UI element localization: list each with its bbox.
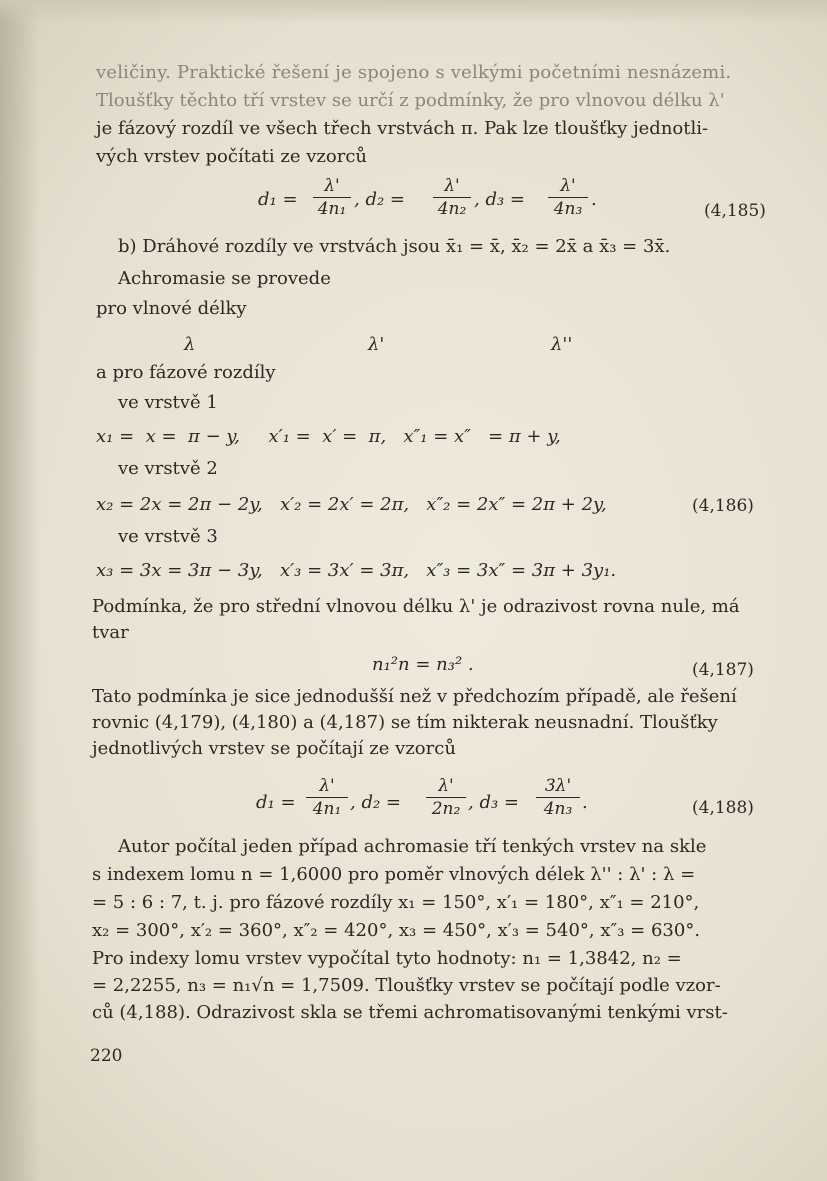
layer-3-equation: x₃ = 3x = 3π − 3y, x′₃ = 3x′ = 3π, x″₃ = 3x″ = 3π + 3y₁. (96, 560, 617, 581)
fraction (548, 176, 588, 219)
text-line: Achromasie se provede (118, 268, 331, 289)
page-edge-shadow (0, 0, 40, 1181)
layer-label: ve vrstvě 2 (118, 458, 218, 479)
fraction (536, 776, 580, 819)
page-top-shadow (0, 0, 827, 24)
text-line: ců (4,188). Odrazivost skla se třemi achromatisovanými tenkými vrst- (92, 1002, 728, 1023)
fraction (433, 176, 471, 219)
text-line: je fázový rozdíl ve všech třech vrstvách π. Pak lze tloušťky jednotli- (96, 118, 709, 139)
text-line: veličiny. Praktické řešení je spojeno s velkými početními nesnázemi. (96, 62, 732, 83)
text-line: pro vlnové délky (96, 298, 247, 319)
text-line: vých vrstev počítati ze vzorců (96, 146, 368, 167)
text-line: = 2,2255, n₃ = n₁√n = 1,7509. Tloušťky vrstev se počítají podle vzor- (92, 975, 721, 996)
denominator: 4n₃ (553, 199, 583, 219)
text-line: jednotlivých vrstev se počítají ze vzorců (92, 738, 456, 759)
denominator: 2n₂ (431, 799, 461, 819)
text-line: rovnic (4,179), (4,180) a (4,187) se tím nikterak neusnadní. Tloušťky (92, 712, 718, 733)
equation-number: (4,186) (692, 496, 754, 516)
equation-number: (4,188) (692, 798, 754, 818)
page-number: 220 (90, 1046, 123, 1066)
text-line: Pro indexy lomu vrstev vypočítal tyto hodnoty: n₁ = 1,3842, n₂ = (92, 948, 682, 969)
eq-label: , d₂ = (350, 792, 401, 813)
numerator: λ' (438, 776, 454, 796)
eq-label: , d₃ = (474, 189, 525, 210)
text-line: x₂ = 300°, x′₂ = 360°, x″₂ = 420°, x₃ = 450°, x′₃ = 540°, x″₃ = 630°. (92, 920, 701, 941)
lambda-symbol: λ (184, 334, 196, 355)
equation-4-187: n₁²n = n₃² . (372, 654, 474, 675)
layer-1-equation: x₁ = x = π − y, x′₁ = x′ = π, x″₁ = x″ = π + y, (96, 426, 561, 447)
layer-label: ve vrstvě 1 (118, 392, 218, 413)
fraction (313, 176, 351, 219)
fraction (306, 776, 348, 819)
equation-number: (4,187) (692, 660, 754, 680)
denominator: 4n₃ (543, 799, 573, 819)
text-line: Tloušťky těchto tří vrstev se určí z podmínky, že pro vlnovou délku λ' (96, 90, 725, 111)
layer-2-equation: x₂ = 2x = 2π − 2y, x′₂ = 2x′ = 2π, x″₂ = 2x″ = 2π + 2y, (96, 494, 607, 515)
denominator: 4n₁ (317, 199, 347, 219)
numerator: λ' (560, 176, 576, 196)
text-line: tvar (92, 622, 129, 643)
eq-label: , d₃ = (468, 792, 519, 813)
fraction (426, 776, 466, 819)
text-line: s indexem lomu n = 1,6000 pro poměr vlnových délek λ'' : λ' : λ = (92, 864, 696, 885)
layer-label: ve vrstvě 3 (118, 526, 218, 547)
eq-label: , d₂ = (354, 189, 405, 210)
text-line: Podmínka, že pro střední vlnovou délku λ' je odrazivost rovna nule, má (92, 596, 740, 617)
eq-label: d₁ = (256, 792, 296, 813)
eq-tail: . (591, 189, 597, 210)
denominator: 4n₂ (437, 199, 467, 219)
text-line: Autor počítal jeden případ achromasie tří tenkých vrstev na skle (118, 836, 707, 857)
lambda-double-prime-symbol: λ'' (551, 334, 573, 355)
denominator: 4n₁ (312, 799, 342, 819)
text-line: = 5 : 6 : 7, t. j. pro fázové rozdíly x₁ = 150°, x′₁ = 180°, x″₁ = 210°, (92, 892, 700, 913)
text-line: a pro fázové rozdíly (96, 362, 276, 383)
equation-number: (4,185) (704, 201, 766, 221)
text-line: b) Dráhové rozdíly ve vrstvách jsou x̄₁ = x̄, x̄₂ = 2x̄ a x̄₃ = 3x̄. (118, 236, 671, 257)
eq-label: d₁ = (258, 189, 298, 210)
numerator: λ' (324, 176, 340, 196)
eq-tail: . (582, 792, 588, 813)
numerator: 3λ' (544, 776, 572, 796)
text-line: Tato podmínka je sice jednodušší než v předchozím případě, ale řešení (92, 686, 737, 707)
lambda-prime-symbol: λ' (368, 334, 385, 355)
numerator: λ' (444, 176, 460, 196)
numerator: λ' (319, 776, 335, 796)
